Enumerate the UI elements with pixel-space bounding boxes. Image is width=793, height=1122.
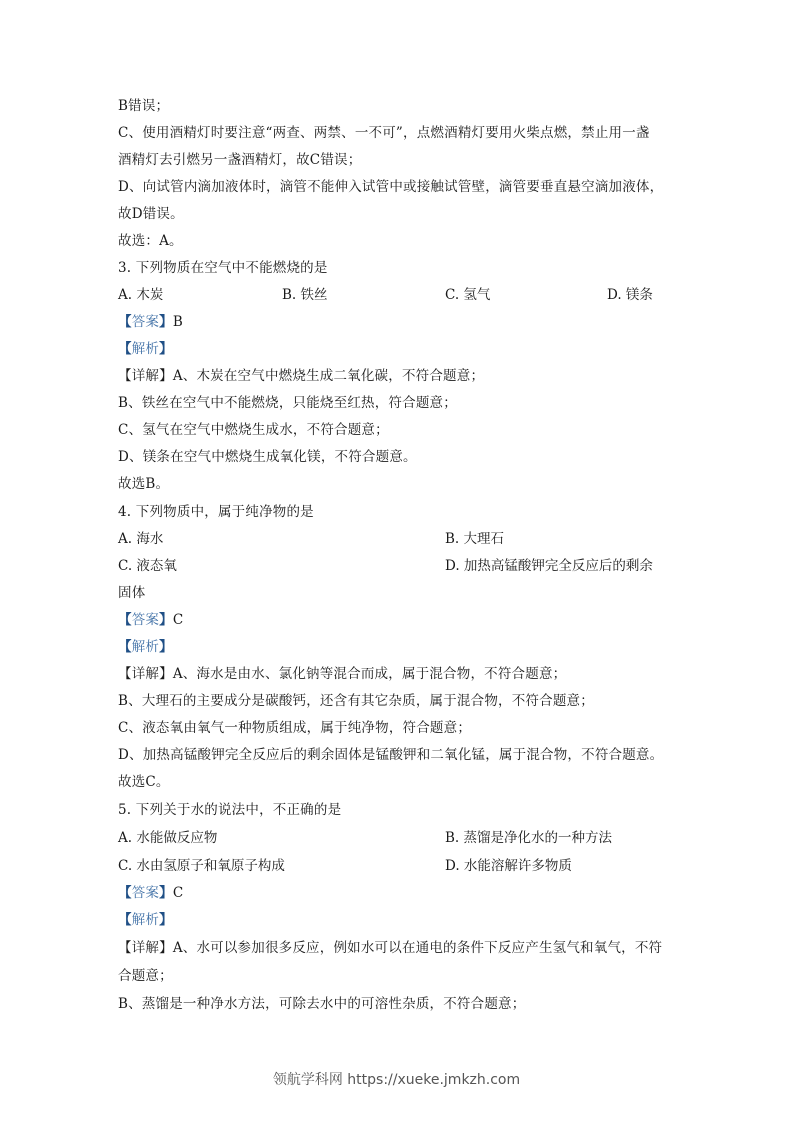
question-4-answer (118, 611, 183, 629)
detail-label: 【详解】 (118, 940, 173, 956)
analysis-label: 【解析】 (118, 912, 173, 928)
question-5-detail-line: 合题意； (118, 968, 173, 984)
prev-explanation-line: 酒精灯去引燃另一盏酒精灯，故C错误； (118, 152, 362, 168)
question-4-option-d: D. 加热高锰酸钾完全反应后的剩余 (445, 558, 653, 574)
answer-value: B (172, 314, 183, 330)
question-4-option-a: A. 海水 (118, 531, 164, 547)
question-3-option-b: B. 铁丝 (282, 287, 328, 303)
question-4-detail: 【详解】A、海水是由水、氯化钠等混合而成，属于混合物，不符合题意； (118, 666, 567, 682)
question-3-option-d: D. 镁条 (607, 287, 653, 303)
question-4-stem: 4. 下列物质中，属于纯净物的是 (118, 504, 314, 520)
question-3-detail: 【详解】A、木炭在空气中燃烧生成二氧化碳，不符合题意； (118, 368, 485, 384)
question-5-answer (118, 884, 183, 902)
question-5-detail-line: B、蒸馏是一种净水方法，可除去水中的可溶性杂质，不符合题意； (118, 996, 526, 1012)
question-5-option-d: D. 水能溶解许多物质 (445, 858, 572, 874)
question-3-option-a: A. 木炭 (118, 287, 164, 303)
question-4-detail-line: D、加热高锰酸钾完全反应后的剩余固体是锰酸钾和二氧化锰，属于混合物，不符合题意。 (118, 747, 664, 763)
question-3-answer (118, 313, 183, 331)
answer-value: C (172, 885, 184, 901)
question-5-stem: 5. 下列关于水的说法中，不正确的是 (118, 802, 342, 818)
question-5-option-b: B. 蒸馏是净化水的一种方法 (445, 830, 613, 846)
analysis-label: 【解析】 (118, 639, 173, 655)
prev-explanation-line: B错误； (118, 98, 170, 114)
answer-label: 【答案】 (118, 314, 173, 330)
prev-explanation-line: 故D错误。 (118, 206, 184, 222)
prev-explanation-line: D、向试管内滴加液体时，滴管不能伸入试管中或接触试管壁，滴管要垂直悬空滴加液体， (118, 179, 664, 195)
question-5-detail: 【详解】A、水可以参加很多反应，例如水可以在通电的条件下反应产生氢气和氧气，不符 (118, 940, 663, 956)
answer-label: 【答案】 (118, 885, 173, 901)
question-3-detail-line: C、氢气在空气中燃烧生成水，不符合题意； (118, 422, 389, 438)
answer-value: C (172, 612, 184, 628)
question-4-conclusion: 故选C。 (118, 774, 170, 790)
question-4-detail-line: B、大理石的主要成分是碳酸钙，还含有其它杂质，属于混合物，不符合题意； (118, 693, 594, 709)
question-3-conclusion: 故选B。 (118, 476, 170, 492)
question-5-option-c: C. 水由氢原子和氧原子构成 (118, 858, 285, 874)
detail-label: 【详解】 (118, 666, 173, 682)
prev-conclusion: 故选：A。 (118, 233, 183, 249)
question-3-detail-line: B、铁丝在空气中不能燃烧，只能烧至红热，符合题意； (118, 395, 457, 411)
analysis-label: 【解析】 (118, 341, 173, 357)
question-3-stem: 3. 下列物质在空气中不能燃烧的是 (118, 260, 328, 276)
question-3-detail-line: D、镁条在空气中燃烧生成氧化镁，不符合题意。 (118, 449, 417, 465)
question-3-option-c: C. 氢气 (445, 287, 491, 303)
prev-explanation-line: C、使用酒精灯时要注意“两查、两禁、一不可”，点燃酒精灯要用火柴点燃，禁止用一盏 (118, 125, 650, 141)
question-4-option-c: C. 液态氧 (118, 558, 177, 574)
footer-watermark: 领航学科网 https://xueke.jmkzh.com (272, 1072, 521, 1088)
detail-label: 【详解】 (118, 368, 173, 384)
question-4-option-b: B. 大理石 (445, 531, 505, 547)
question-3-analysis-label (118, 340, 173, 358)
question-4-analysis-label (118, 638, 173, 656)
question-5-option-a: A. 水能做反应物 (118, 830, 218, 846)
question-4-option-d-overflow: 固体 (118, 585, 146, 601)
question-5-analysis-label (118, 911, 173, 929)
question-4-detail-line: C、液态氧由氧气一种物质组成，属于纯净物，符合题意； (118, 720, 472, 736)
answer-label: 【答案】 (118, 612, 173, 628)
